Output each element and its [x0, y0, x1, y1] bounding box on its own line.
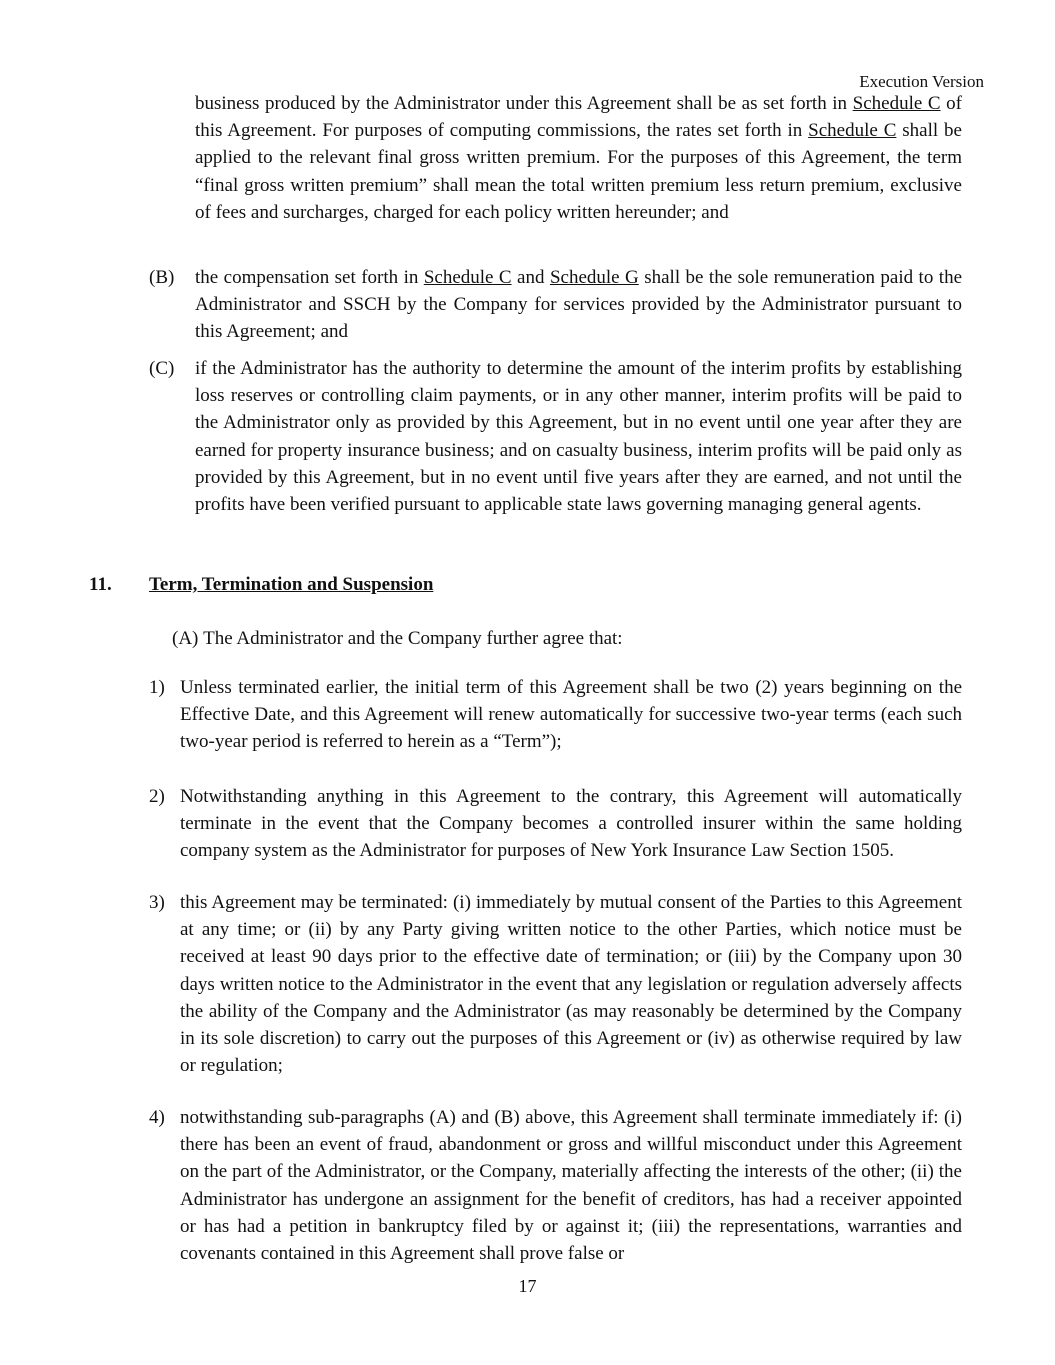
- schedule-c-link-2[interactable]: Schedule C: [808, 120, 897, 142]
- schedule-c-link-1[interactable]: Schedule C: [852, 93, 941, 114]
- clause-c-label: (C): [149, 358, 175, 379]
- schedule-g-link[interactable]: Schedule G: [549, 267, 639, 288]
- item-4-number: 4): [149, 1107, 165, 1128]
- item-3-number: 3): [149, 892, 165, 913]
- clause-a-text-2: of this Agreement. For purposes of computing commissions, the rates set forth in: [195, 93, 962, 142]
- item-1-number: 1): [149, 677, 165, 698]
- item-4-text: notwithstanding sub-paragraphs (A) and (B) above, this Agreement shall terminate immediately if: (i) there has been an event of fraud, abandonment or gross and willful misconduct under this Agreement on the part of the Administrator, or the Company, materially affecting the interests of the other; (ii) the Administrator has undergone an assignment for the benefit of creditors, has had a receiver appointed or has had a petition in bankruptcy filed by or against it; (iii) the representations, warranties and covenants contained in this Agreement shall prove false or: [180, 1107, 962, 1265]
- clause-b-text-1: the compensation set forth in: [195, 267, 424, 288]
- item-3-text: this Agreement may be terminated: (i) immediately by mutual consent of the Parties to this Agreement at any time; or (ii) by any Party giving written notice to the other Parties, which notice must be received at least 90 days prior to the effective date of termination; or (iii) by the Company upon 30 days written notice to the Administrator in the event that any legislation or regulation adversely affects the ability of the Company and the Administrator (as may reasonably be determined by the Company in its sole discretion) to carry out the purposes of this Agreement or (iv) as otherwise required by law or regulation;: [180, 892, 962, 1077]
- section-11-intro: (A) The Administrator and the Company further agree that:: [172, 628, 623, 649]
- item-2-text: Notwithstanding anything in this Agreement to the contrary, this Agreement will automatically terminate in the event that the Company becomes a controlled insurer within the same holding company system as the Administrator for purposes of New York Insurance Law Section 1505.: [180, 786, 962, 862]
- clause-a-text-3: shall be applied to the relevant final gross written premium. For the purposes of this Agreement, the term “final gross written premium” shall mean the total written premium less return premium, exclusive of fees and surcharges, charged for each policy written hereunder; and: [195, 120, 962, 223]
- clause-b-text: [195, 264, 962, 346]
- clause-c-text: if the Administrator has the authority to determine the amount of the interim profits by establishing loss reserves or controlling claim payments, or in any other manner, interim profits will be paid to the Administrator only as provided by this Agreement, but in no event until one year after they are earned for property insurance business; and on casualty business, interim profits will be paid only as provided by this Agreement, but in no event until five years after they are earned, and not until the profits have been verified pursuant to applicable state laws governing managing general agents.: [195, 358, 962, 516]
- clause-b-text-3: shall be the sole remuneration paid to the Administrator and SSCH by the Company for services provided by the Administrator pursuant to this Agreement; and: [195, 267, 962, 343]
- page-number: 17: [518, 1276, 537, 1296]
- item-1-text: Unless terminated earlier, the initial term of this Agreement shall be two (2) years beginning on the Effective Date, and this Agreement will renew automatically for successive two-year terms (each such two-year period is referred to herein as a “Term”);: [180, 677, 962, 753]
- section-11-title: Term, Termination and Suspension: [149, 574, 434, 595]
- clause-b-text-2: and: [511, 267, 550, 288]
- schedule-c-link-3[interactable]: Schedule C: [423, 267, 512, 288]
- clause-b-label: (B): [149, 267, 175, 288]
- clause-a-continuation: [195, 90, 962, 226]
- section-11-number: 11.: [89, 574, 112, 595]
- execution-version-label: Execution Version: [859, 72, 984, 91]
- clause-a-text-1: business produced by the Administrator under this Agreement shall be as set forth in: [195, 93, 853, 114]
- item-2-number: 2): [149, 786, 165, 807]
